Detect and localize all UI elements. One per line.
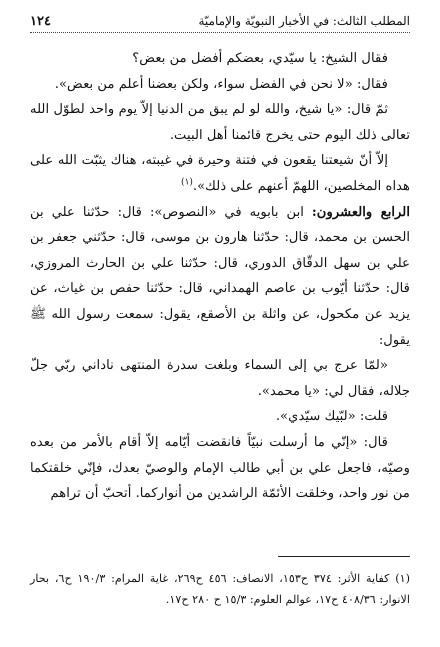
paragraph-4-text: إلاّ أنّ شيعتنا يقعون في فتنة وحيرة في غيبته، هناك يثبّت الله على هداه المخلصين، اللهمّ أعنهم على ذلك». bbox=[30, 153, 410, 194]
paragraph-1: فقال الشيخ: يا سيّدي، بعضكم أفضل من بعض؟ bbox=[132, 51, 388, 66]
section-label: الرابع والعشرون: bbox=[311, 204, 410, 220]
footnotes bbox=[30, 568, 410, 610]
footnote-divider bbox=[278, 556, 410, 557]
paragraph-5 bbox=[30, 200, 410, 354]
page-header bbox=[30, 10, 410, 33]
paragraph-4 bbox=[30, 148, 410, 199]
footnote-1: (١) كفاية الأثر: ٣٧٤ ح١٥٣، الانصاف: ٤٥٦ ح٢٦٩، غاية المرام: ١٩٠/٣ ح٦، بحار الانوار: ٤٠٨/٣٦ ح١٧، عوالم العلوم: ١٥/٣ ح ٢٨٠ ح١٧. bbox=[30, 572, 410, 606]
running-title: المطلب الثالث: في الأخبار النبويّة والإماميّة bbox=[198, 14, 410, 28]
paragraph-3: ثمّ قال: «يا شيخ، والله لو لم يبق من الدنيا إلاّ يوم واحد لطوّل الله تعالى ذلك اليوم حتى يخرج قائمنا أهل البيت. bbox=[30, 102, 410, 143]
footnote-ref: (١) bbox=[181, 177, 193, 188]
paragraph-7: قلت: «لبّيك سيّدي». bbox=[275, 409, 388, 425]
paragraph-2: فقال: «لا نحن في الفضل سواء، ولكن بعضنا أعلم من بعض». bbox=[54, 76, 388, 92]
page-number: ١٢٤ bbox=[30, 13, 51, 29]
paragraph-5-text: ابن بابويه في «النصوص»: قال: حدّثنا علي بن الحسن بن محمد، قال: حدّثنا هارون بن موسى، قال: حدّثني جعفر بن علي بن سهل الدقّاق الدوري، قال: حدّثنا علي بن الحارث المروزي، قال: حدّثنا أيّوب بن عاصم الهمداني، قال: حدّثنا حفص بن غياث، عن يزيد عن مكحول، عن واثلة بن الأصقع، يقول: سمعت رسول الله ﷺ يقول: bbox=[30, 204, 410, 348]
main-text bbox=[30, 46, 410, 507]
paragraph-8: قال: «إنّي ما أرسلت نبيّاً فانقضت أيّامه إلاّ أقام بالأمر من بعده وصيّه، فاجعل علي بن أبي طالب الإمام والوصيّ بعدك، فإنّي خلقتكما من نور واحد، وخلقت الأئمّة الراشدين من أنواركما. أتحبّ أن تراهم bbox=[30, 434, 410, 502]
paragraph-6: «لمّا عرج بي إلى السماء وبلغت سدرة المنتهى ناداني ربّي جلّ جلاله، فقال لي: «يا محمد». bbox=[30, 358, 410, 399]
